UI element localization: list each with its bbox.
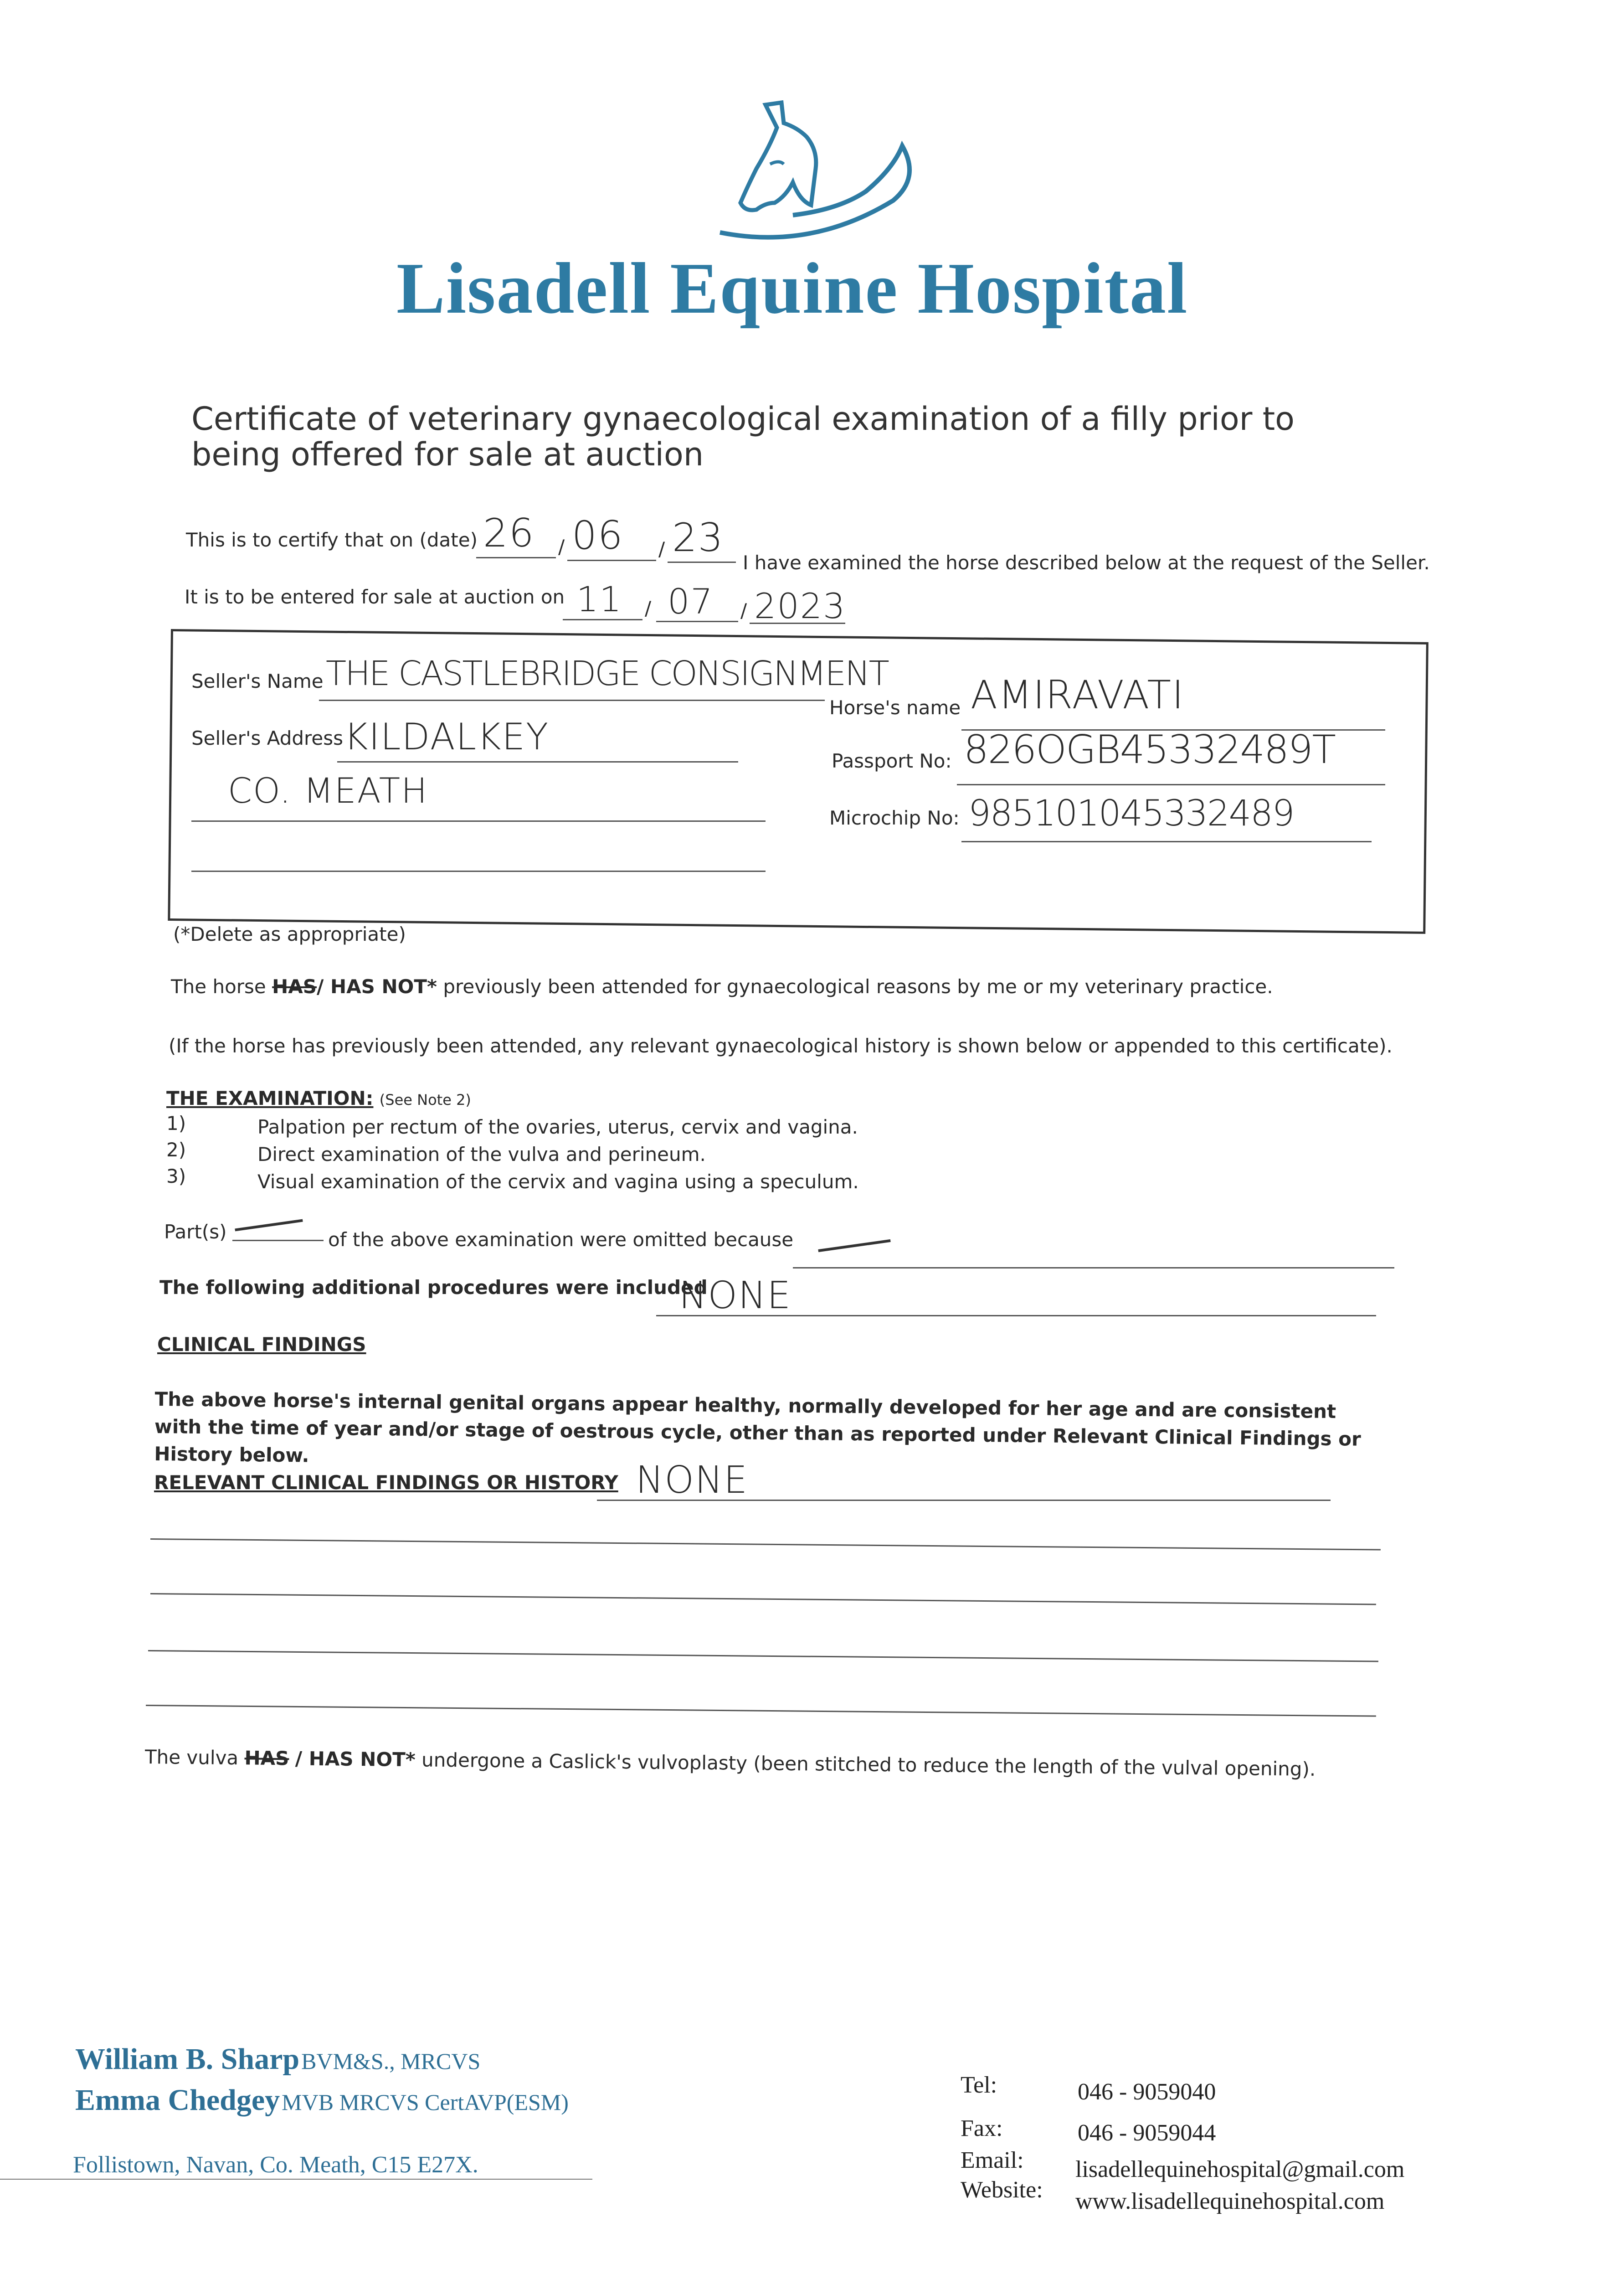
- examination-heading-line: [166, 1087, 471, 1109]
- exam-year: 23: [672, 515, 724, 561]
- attendance-suffix: previously been attended for gynaecological reasons by me or my veterinary practice.: [443, 975, 1273, 998]
- vulva-line: [145, 1746, 1316, 1780]
- website-label: Website:: [961, 2177, 1043, 2203]
- exam-day: 26: [483, 510, 535, 556]
- vet-1-quals: BVM&S., MRCVS: [301, 2048, 481, 2074]
- parts-dash: [235, 1219, 303, 1232]
- delete-note: (*Delete as appropriate): [173, 923, 406, 945]
- vulva-suffix: undergone a Caslick's vulvoplasty (been stitched to reduce the length of the vulval opening).: [421, 1748, 1316, 1780]
- vet-1: [75, 2042, 480, 2077]
- fax-label: Fax:: [961, 2115, 1003, 2141]
- seller-address-label: Seller's Address: [191, 727, 343, 749]
- hospital-logo: [702, 96, 920, 251]
- passport-no: 826OGB45332489T: [964, 727, 1336, 773]
- omitted-dash: [818, 1239, 890, 1252]
- vet-2-name: Emma Chedgey: [75, 2083, 280, 2117]
- clinical-statement: The above horse's internal genital organs appear healthy, normally developed for her age and are consistent with the time of year and/or stage of oestrous cycle, other than as reported under Relevant Clinical Findings or History below.: [154, 1387, 1362, 1467]
- sale-month: 07: [668, 581, 714, 622]
- certificate-heading: Certificate of veterinary gynaecological examination of a filly prior to being offered for sale at auction: [191, 400, 1295, 473]
- omitted-text: of the above examination were omitted because: [328, 1228, 794, 1251]
- seller-name-label: Seller's Name: [191, 670, 324, 692]
- seller-name: THE CASTLEBRIDGE CONSIGNMENT: [326, 654, 888, 693]
- attendance-struck: HAS: [272, 975, 317, 998]
- see-note: (See Note 2): [379, 1091, 471, 1109]
- tel-label: Tel:: [961, 2072, 997, 2098]
- microchip-no: 985101045332489: [968, 793, 1294, 834]
- vulva-prefix: The vulva: [144, 1746, 239, 1769]
- additional-label: The following additional procedures were included: [159, 1276, 708, 1299]
- email-label: Email:: [961, 2147, 1024, 2173]
- hospital-address: Follistown, Navan, Co. Meath, C15 E27X.: [73, 2152, 478, 2178]
- findings-line-3: [148, 1650, 1378, 1662]
- horse-head-icon: [702, 96, 920, 251]
- vet-2-quals: MVB MRCVS CertAVP(ESM): [282, 2089, 569, 2115]
- horse-name: AMIRAVATI: [971, 672, 1185, 718]
- attendance-prefix: The horse: [171, 975, 266, 998]
- exam-item-1-num: 1): [166, 1112, 186, 1134]
- hospital-name: Lisadell Equine Hospital: [396, 247, 1188, 329]
- slash: /: [740, 599, 747, 622]
- exam-item-1-text: Palpation per rectum of the ovaries, uterus, cervix and vagina.: [257, 1116, 858, 1138]
- sale-year: 2023: [754, 586, 846, 626]
- vet-2: [75, 2083, 569, 2118]
- exam-item-2-text: Direct examination of the vulva and perineum.: [257, 1143, 706, 1165]
- slash: /: [558, 536, 565, 558]
- vulva-struck: HAS: [244, 1747, 289, 1770]
- relevant-heading: RELEVANT CLINICAL FINDINGS OR HISTORY: [154, 1471, 618, 1494]
- additional-value: NONE: [679, 1274, 792, 1317]
- history-note: (If the horse has previously been attended, any relevant gynaecological history is shown below or appended to this certificate).: [169, 1035, 1393, 1057]
- website-value[interactable]: www.lisadellequinehospital.com: [1075, 2188, 1385, 2214]
- exam-item-2-num: 2): [166, 1139, 186, 1161]
- vulva-kept: / HAS NOT*: [295, 1747, 416, 1771]
- vet-1-name: William B. Sharp: [75, 2042, 300, 2076]
- footer-divider: [0, 2179, 592, 2180]
- attendance-line: [171, 975, 1273, 998]
- findings-line-4: [146, 1705, 1376, 1717]
- exam-item-3-num: 3): [166, 1165, 186, 1187]
- horse-name-label: Horse's name: [829, 696, 961, 719]
- slash: /: [658, 538, 665, 560]
- passport-label: Passport No:: [832, 750, 952, 772]
- tel-value: 046 - 9059040: [1078, 2079, 1216, 2105]
- attendance-kept: / HAS NOT*: [317, 975, 437, 998]
- exam-item-3-text: Visual examination of the cervix and vagina using a speculum.: [257, 1170, 859, 1193]
- relevant-value: NONE: [636, 1459, 749, 1502]
- sale-prefix: It is to be entered for sale at auction on: [185, 586, 565, 608]
- email-value[interactable]: lisadellequinehospital@gmail.com: [1075, 2156, 1405, 2182]
- certify-suffix: I have examined the horse described below at the request of the Seller.: [743, 552, 1430, 574]
- sale-day: 11: [576, 579, 622, 619]
- seller-address-line2: CO. MEATH: [228, 770, 428, 811]
- exam-month: 06: [572, 513, 624, 558]
- slash: /: [645, 597, 652, 619]
- certify-prefix: This is to certify that on (date): [186, 529, 478, 551]
- fax-value: 046 - 9059044: [1078, 2120, 1216, 2146]
- microchip-label: Microchip No:: [829, 807, 960, 829]
- clinical-heading: CLINICAL FINDINGS: [157, 1333, 366, 1356]
- seller-address-line1: KILDALKEY: [344, 716, 549, 758]
- findings-line-2: [150, 1593, 1376, 1605]
- parts-label: Part(s): [164, 1221, 227, 1243]
- findings-line-1: [150, 1538, 1381, 1551]
- examination-heading: THE EXAMINATION:: [166, 1087, 374, 1109]
